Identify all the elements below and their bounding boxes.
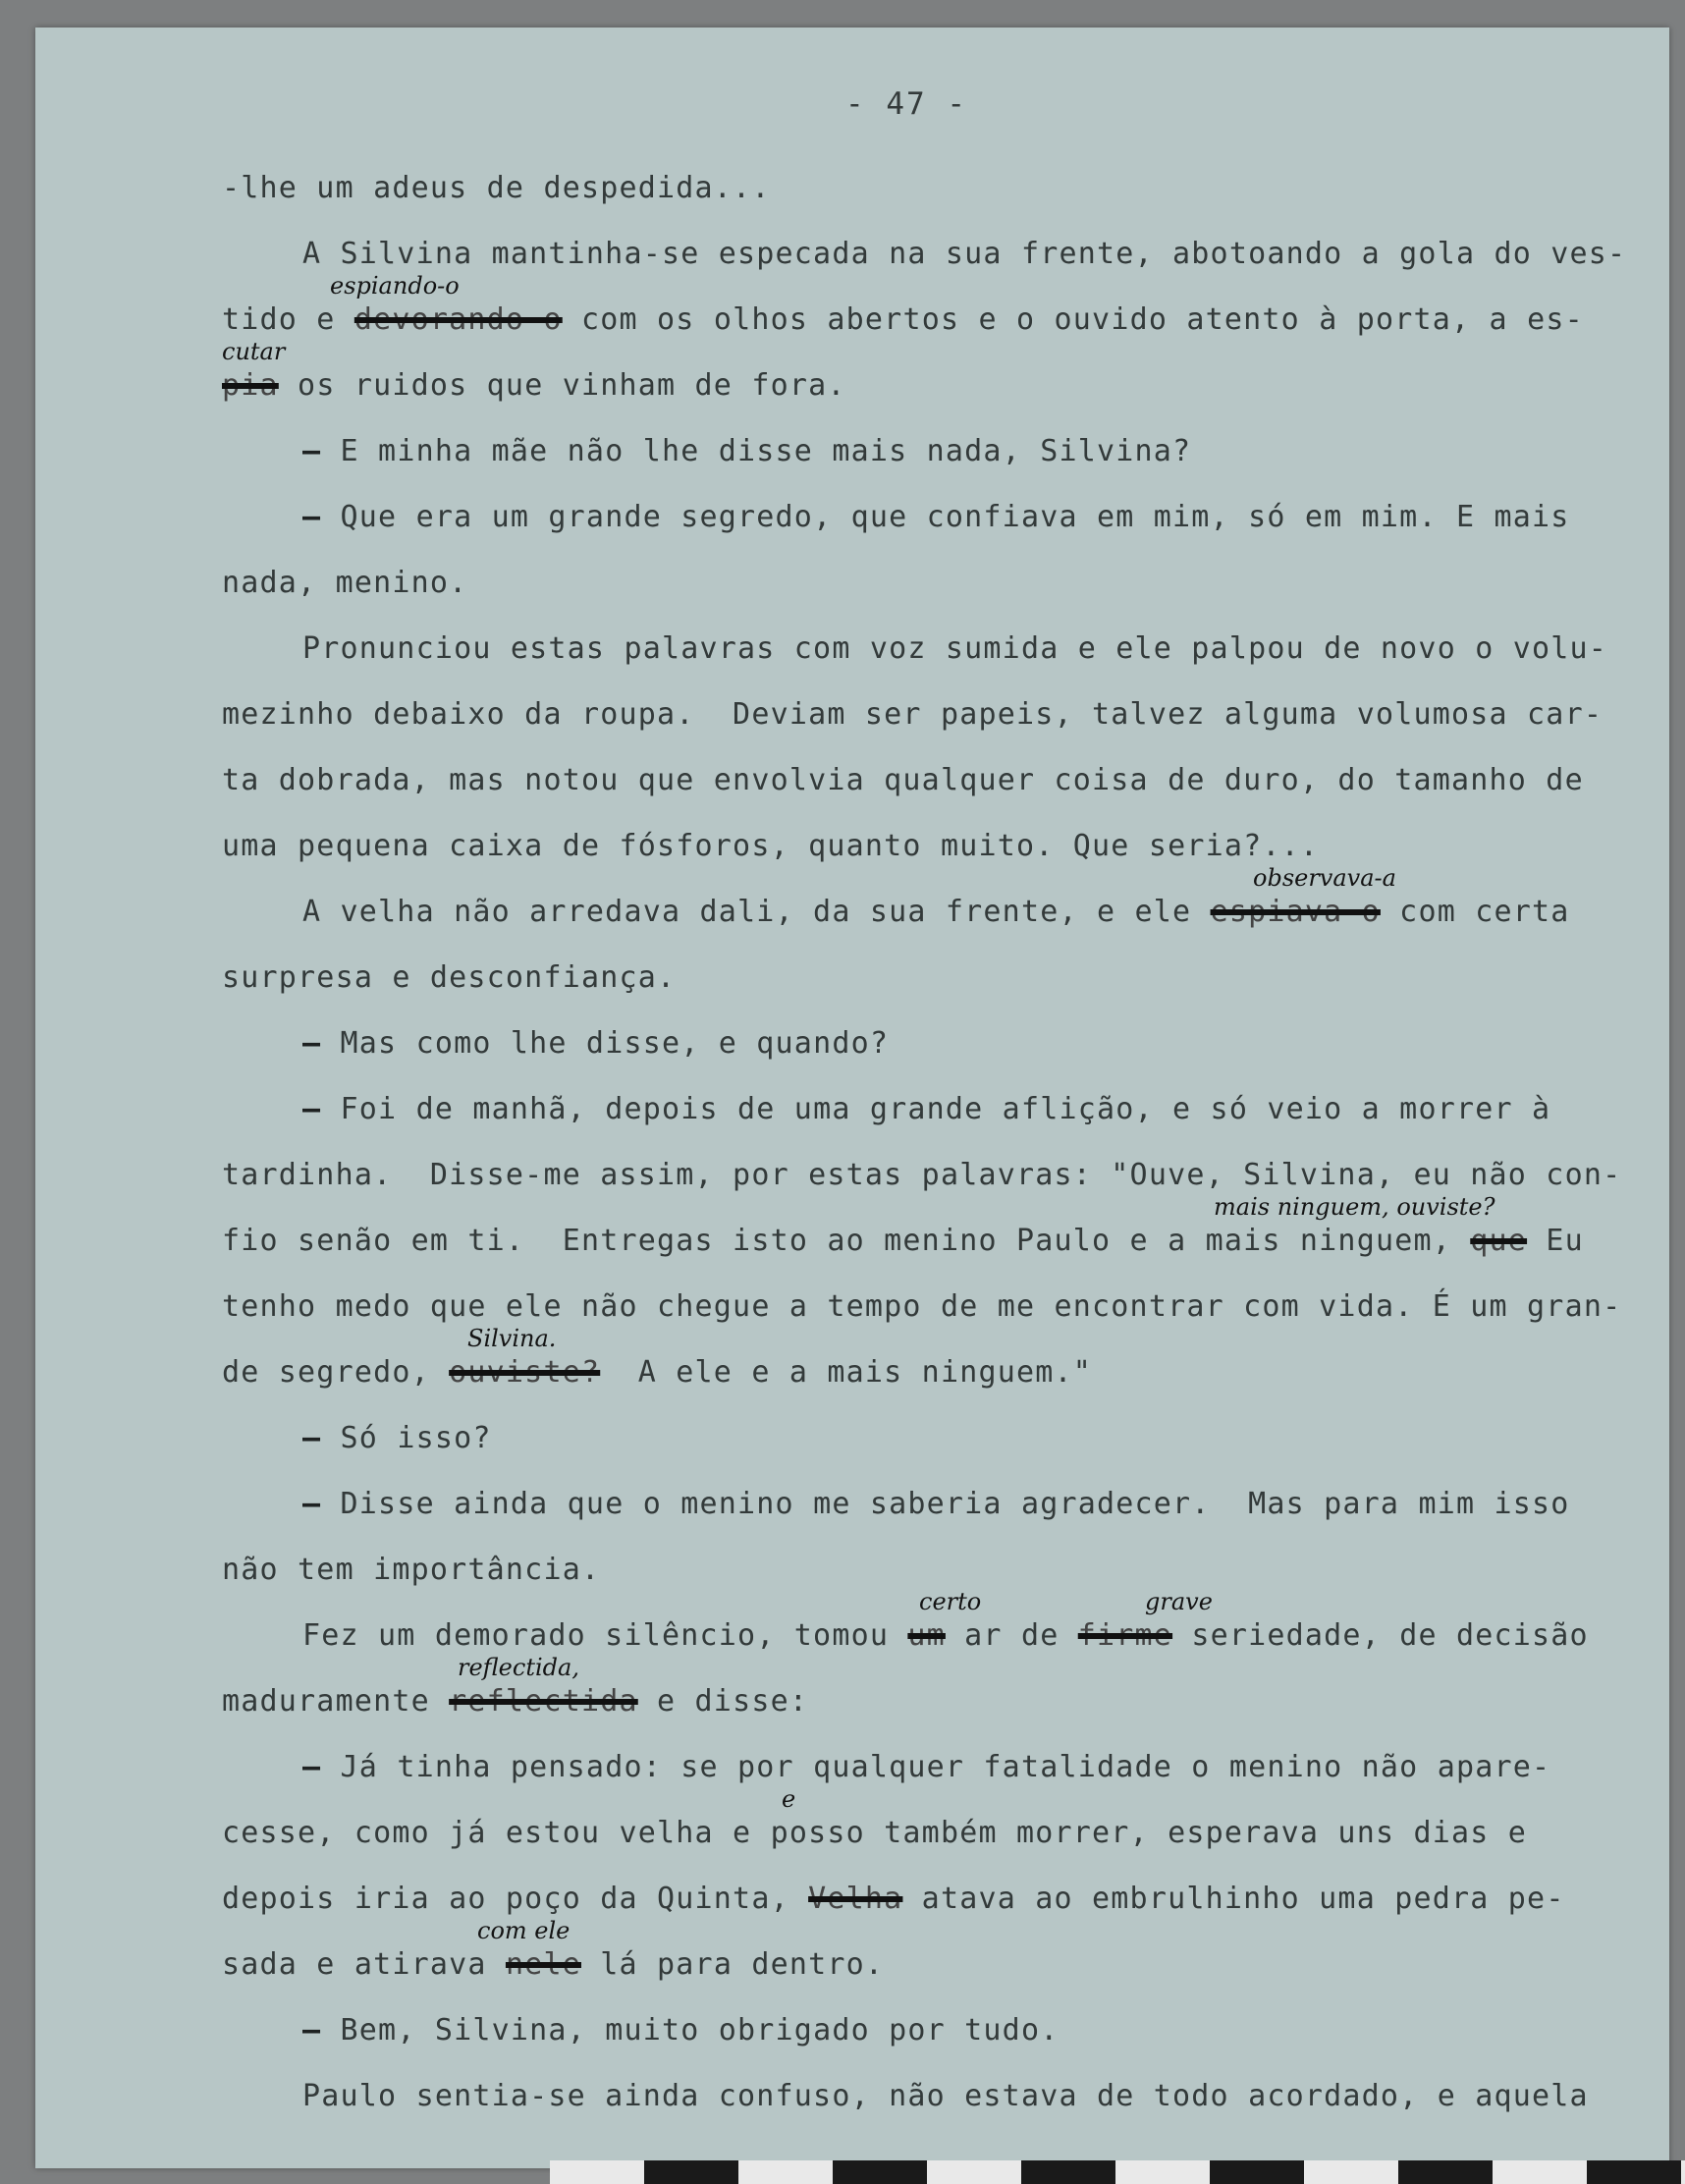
line-text: A Silvina mantinha-se especada na sua frente, abotoando a gola do ves-	[302, 237, 1627, 271]
line-text: e disse:	[637, 1684, 809, 1719]
text-line	[222, 1734, 1646, 1800]
handwritten-correction: Silvina.	[467, 1325, 557, 1352]
line-text: lá para dentro.	[580, 1947, 885, 1982]
handwritten-correction: cutar	[222, 338, 286, 365]
struck-word: reflectida	[449, 1684, 638, 1719]
line-text: Disse ainda que o menino me saberia agradecer. Mas para mim isso	[340, 1487, 1570, 1521]
text-line	[222, 1917, 1646, 1997]
line-text: A velha não arredava dali, da sua frente, e ele	[302, 895, 1211, 929]
page-number: - 47 -	[845, 86, 967, 122]
line-text: cesse, como já estou velha e posso também morrer, esperava uns dias e	[222, 1816, 1528, 1850]
dialogue-dash: —	[302, 1487, 341, 1521]
text-line	[222, 1193, 1646, 1274]
line-text: com certa	[1380, 895, 1570, 929]
line-text: ta dobrada, mas notou que envolvia qualquer coisa de duro, do tamanho de	[222, 763, 1584, 797]
line-text: Fez um demorado silêncio, tomou	[302, 1618, 908, 1653]
line-text: Paulo sentia-se ainda confuso, não estava de todo acordado, e aquela	[302, 2079, 1589, 2113]
text-line	[222, 864, 1646, 945]
text-line	[222, 1274, 1646, 1339]
dialogue-dash: —	[302, 1026, 341, 1061]
line-text: nada, menino.	[222, 566, 468, 600]
text-line	[222, 272, 1646, 353]
typescript-page	[35, 27, 1669, 2168]
line-text: Só isso?	[340, 1421, 492, 1455]
text-line	[222, 1866, 1646, 1932]
dialogue-dash: —	[302, 500, 341, 534]
line-text: seriedade, de decisão	[1172, 1618, 1589, 1653]
text-line	[222, 1405, 1646, 1471]
text-line	[222, 1010, 1646, 1076]
line-text: A ele e a mais ninguem."	[600, 1355, 1093, 1390]
handwritten-correction: e	[782, 1785, 796, 1813]
line-text: maduramente	[222, 1684, 450, 1719]
text-line	[222, 1997, 1646, 2063]
text-line	[222, 2063, 1646, 2129]
handwritten-correction: com ele	[477, 1917, 571, 1944]
line-text: Que era um grande segredo, que confiava em mim, só em mim. E mais	[340, 500, 1570, 534]
text-line	[222, 813, 1646, 879]
text-line	[222, 155, 1646, 221]
struck-word: nele	[505, 1947, 581, 1982]
struck-word: pia	[222, 368, 279, 403]
line-text: fio senão em ti. Entregas isto ao menino Paulo e a mais ninguem,	[222, 1224, 1471, 1258]
handwritten-correction: grave	[1145, 1588, 1213, 1615]
handwritten-correction: espiando-o	[330, 272, 460, 300]
scale-ruler	[550, 2160, 1685, 2184]
line-text: tenho medo que ele não chegue a tempo de me encontrar com vida. É um gran-	[222, 1289, 1622, 1324]
text-line	[222, 1588, 1646, 1668]
struck-word: que	[1470, 1224, 1528, 1258]
line-text: Mas como lhe disse, e quando?	[340, 1026, 890, 1061]
line-text: -lhe um adeus de despedida...	[222, 171, 771, 205]
struck-word: devorando-o	[353, 302, 563, 337]
line-text: depois iria ao poço da Quinta,	[222, 1882, 809, 1916]
struck-word: firme	[1077, 1618, 1173, 1653]
line-text: Foi de manhã, depois de uma grande aflição, e só veio a morrer à	[340, 1092, 1551, 1126]
text-line	[222, 484, 1646, 550]
text-line	[222, 1325, 1646, 1405]
body-text	[222, 155, 1646, 2129]
handwritten-correction: observava-a	[1253, 864, 1396, 892]
text-line	[222, 682, 1646, 747]
line-text: ar de	[945, 1618, 1078, 1653]
line-text: Já tinha pensado: se por qualquer fatalidade o menino não apare-	[340, 1750, 1551, 1784]
line-text: sada e atirava	[222, 1947, 506, 1982]
line-text: Bem, Silvina, muito obrigado por tudo.	[340, 2013, 1060, 2048]
struck-word: Velha	[808, 1882, 903, 1916]
line-text: de segredo,	[222, 1355, 450, 1390]
dialogue-dash: —	[302, 434, 341, 468]
dialogue-dash: —	[302, 1750, 341, 1784]
line-text: não tem importância.	[222, 1553, 601, 1587]
line-text: tardinha. Disse-me assim, por estas palavras: "Ouve, Silvina, eu não con-	[222, 1158, 1622, 1192]
text-line	[222, 338, 1646, 418]
text-line	[222, 418, 1646, 484]
handwritten-correction: certo	[919, 1588, 982, 1615]
line-text: surpresa e desconfiança.	[222, 960, 677, 995]
handwritten-correction: mais ninguem, ouviste?	[1214, 1193, 1495, 1221]
line-text: tido e	[222, 302, 354, 337]
line-text: mezinho debaixo da roupa. Deviam ser papeis, talvez alguma volumosa car-	[222, 697, 1603, 732]
text-line	[222, 616, 1646, 682]
text-line	[222, 1471, 1646, 1537]
struck-word: um	[907, 1618, 946, 1653]
line-text: E minha mãe não lhe disse mais nada, Silvina?	[340, 434, 1192, 468]
line-text: atava ao embrulhinho uma pedra pe-	[902, 1882, 1565, 1916]
dialogue-dash: —	[302, 2013, 341, 2048]
text-line	[222, 550, 1646, 616]
line-text: com os olhos abertos e o ouvido atento à porta, a es-	[562, 302, 1584, 337]
text-line	[222, 747, 1646, 813]
text-line	[222, 1785, 1646, 1866]
line-text: Pronunciou estas palavras com voz sumida e ele palpou de novo o volu-	[302, 631, 1608, 666]
dialogue-dash: —	[302, 1092, 341, 1126]
struck-word: ouviste?	[449, 1355, 601, 1390]
text-line	[222, 1654, 1646, 1734]
line-text: uma pequena caixa de fósforos, quanto muito. Que seria?...	[222, 829, 1320, 863]
text-line	[222, 1076, 1646, 1142]
handwritten-correction: reflectida,	[458, 1654, 579, 1681]
text-line	[222, 945, 1646, 1010]
line-text: Eu	[1527, 1224, 1584, 1258]
struck-word: espiava-o	[1210, 895, 1381, 929]
line-text: os ruidos que vinham de fora.	[278, 368, 846, 403]
dialogue-dash: —	[302, 1421, 341, 1455]
